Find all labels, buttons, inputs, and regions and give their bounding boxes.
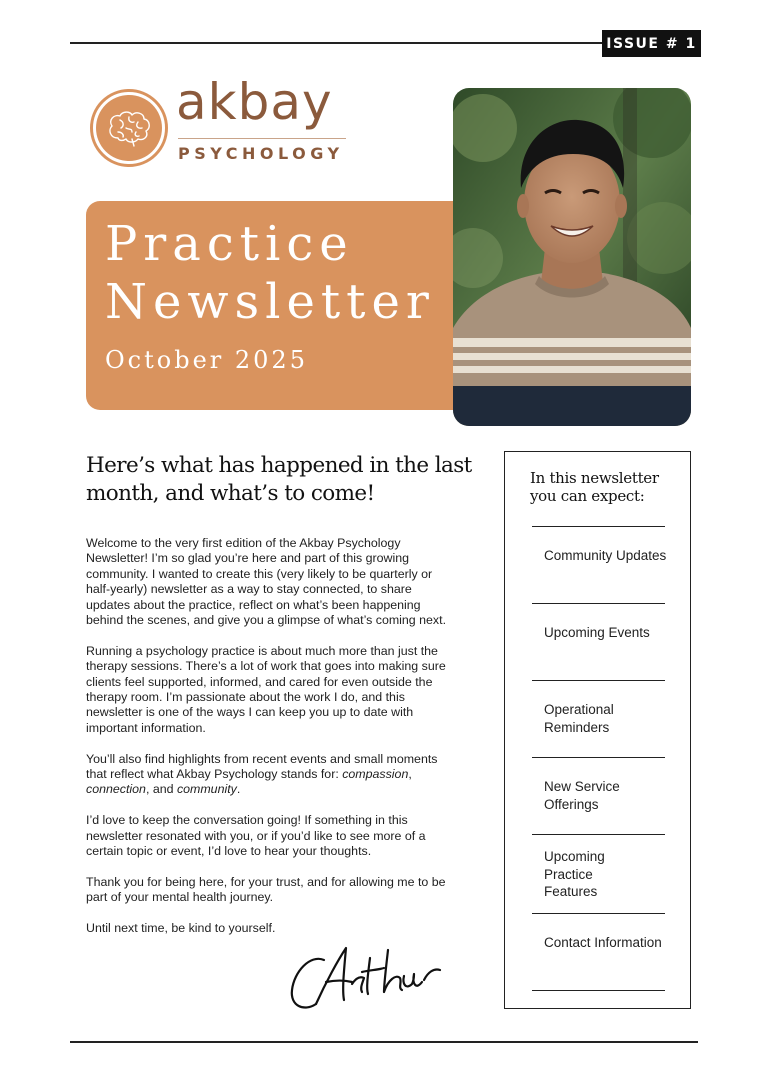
value-compassion: compassion [342,767,409,782]
top-divider [70,42,610,44]
welcome-letter [86,536,458,952]
separator: . [236,782,241,797]
sidebar-divider [532,526,665,527]
sidebar-divider [532,834,665,835]
intro-heading: Here’s what has happened in the last month, and what’s to come! [86,453,472,506]
issue-badge: ISSUE # 1 [602,30,701,57]
issue-date: October 2025 [105,346,308,374]
logo-divider [178,138,346,139]
akbay-logo [90,73,360,170]
logo-mark [90,89,168,167]
title-line-1: Practice [105,216,354,272]
paragraph-3-text: You’ll also find highlights from recent events and small moments that reflect what Akbay Psychology stands for: [86,751,438,782]
value-community: community [176,782,237,797]
contents-item-new-service-offerings: New Service Offerings [544,779,620,812]
brain-icon [104,108,154,148]
sidebar-divider [532,990,665,991]
hero-banner [86,201,470,410]
newsletter-title [105,215,435,331]
paragraph-3 [86,752,458,798]
paragraph-4: I’d love to keep the conversation going! If something in this newsletter resonated with you, or if you’d like to see more of a certain topic or event, I’d love to hear your thoughts. [86,813,426,859]
contents-item-contact-information: Contact Information [544,935,662,950]
paragraph-5: Thank you for being here, for your trust, and for allowing me to be part of your mental health journey. [86,874,446,905]
sidebar-title: In this newsletter you can expect: [530,469,659,505]
title-line-2: Newsletter [105,274,435,330]
sidebar-divider [532,680,665,681]
separator: , and [145,782,177,797]
value-connection: connection [86,782,146,797]
paragraph-6: Until next time, be kind to yourself. [86,921,276,936]
contents-item-upcoming-practice-features: Upcoming Practice Features [544,849,605,899]
separator: , [408,767,412,782]
paragraph-2: Running a psychology practice is about much more than just the therapy sessions. There’s a lot of work that goes into making sure clients feel supported, informed, and cared for even outside the therapy room. I’m passionate about the work I do, and this newsletter is one of the ways I can keep you up to date with important information. [86,643,446,735]
contents-item-upcoming-events: Upcoming Events [544,625,650,640]
sidebar-divider [532,913,665,914]
logo-wordmark: akbay [176,73,333,131]
author-portrait [453,88,691,426]
contents-sidebar [504,451,691,1009]
bottom-divider [70,1041,698,1043]
contents-item-community-updates: Community Updates [544,548,667,563]
paragraph-1: Welcome to the very first edition of the Akbay Psychology Newsletter! I’m so glad you’re here and part of this growing community. I wanted to create this (very likely to be quarterly or half-yearly) newsletter as a way to stay connected, to share updates about the practice, reflect on what’s been happening behind the scenes, and give you a glimpse of what’s coming next. [86,536,447,628]
sidebar-divider [532,603,665,604]
logo-subtitle: PSYCHOLOGY [178,144,344,163]
signature-arthur [286,930,456,1020]
contents-item-operational-reminders: Operational Reminders [544,702,614,735]
sidebar-divider [532,757,665,758]
